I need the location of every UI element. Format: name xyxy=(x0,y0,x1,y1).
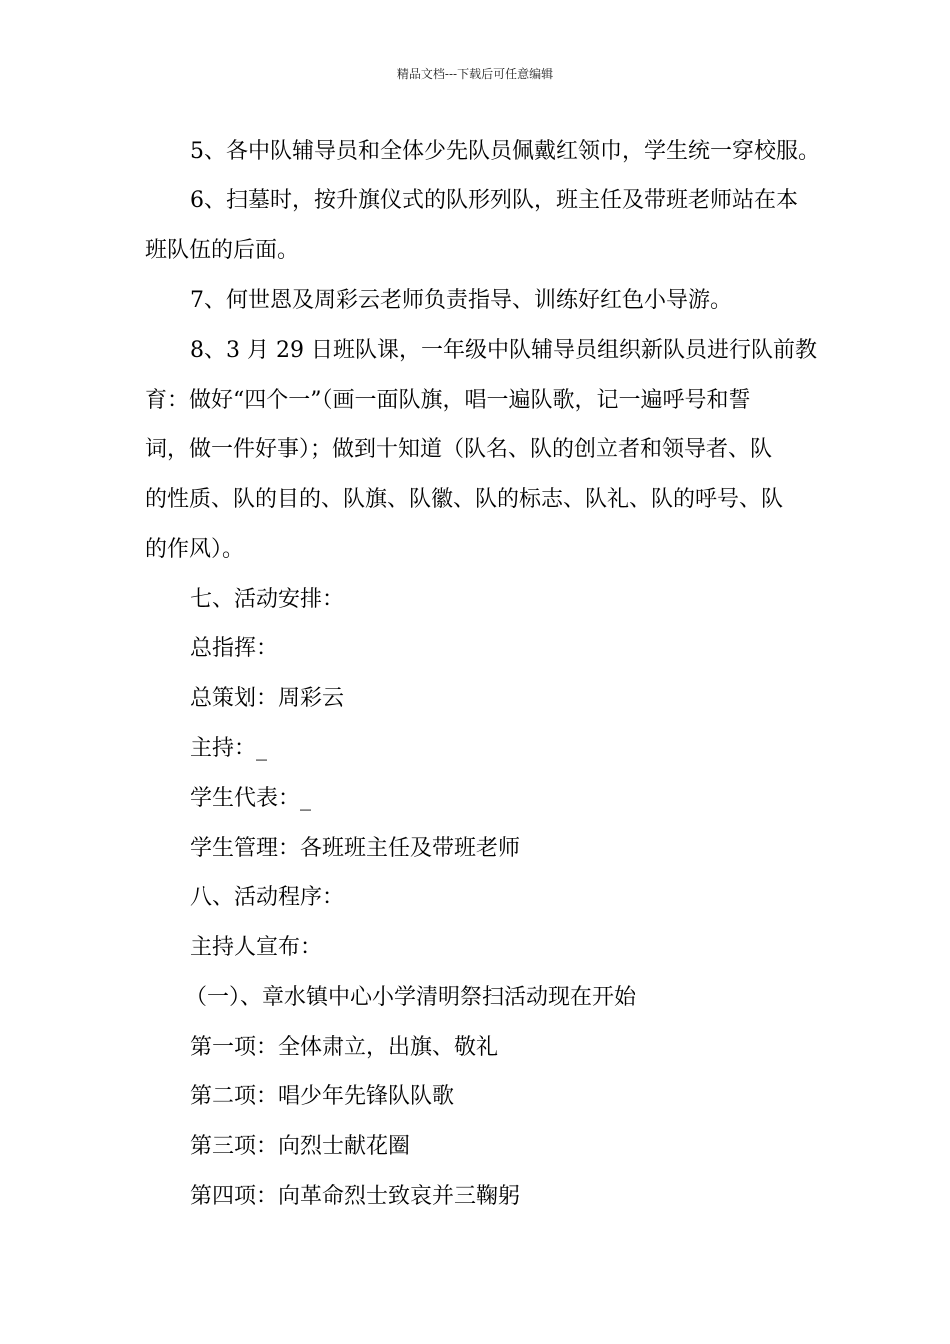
paragraph-6-line-2: 班队伍的后面。 xyxy=(145,238,300,263)
student-mgmt-line: 学生管理：各班班主任及带班老师 xyxy=(190,836,521,861)
program-step-4: 第四项：向革命烈士致哀并三鞠躬 xyxy=(190,1184,521,1209)
program-step-1: 第一项：全体肃立，出旗、敬礼 xyxy=(190,1035,499,1060)
paragraph-7: 7、何世恩及周彩云老师负责指导、训练好红色小导游。 xyxy=(190,288,732,313)
paragraph-8-line-5: 的作风）。 xyxy=(145,537,245,562)
commander-line: 总指挥： xyxy=(190,636,279,661)
section-8-heading: 八、活动程序： xyxy=(190,885,345,910)
paragraph-6-line-1: 6、扫墓时，按升旗仪式的队形列队，班主任及带班老师站在本 xyxy=(190,188,798,213)
program-step-2: 第二项：唱少年先锋队队歌 xyxy=(190,1084,455,1109)
paragraph-8-line-4: 的性质、队的目的、队旗、队徽、队的标志、队礼、队的呼号、队 xyxy=(145,487,784,512)
section-7-heading: 七、活动安排： xyxy=(190,587,345,612)
paragraph-8-line-3: 词，做一件好事）；做到十知道（队名、队的创立者和领导者、队 xyxy=(145,437,773,462)
announcer-line: 主持人宣布： xyxy=(190,935,323,960)
planner-line: 总策划：周彩云 xyxy=(190,686,345,711)
paragraph-8-line-2: 育：做好“四个一”（画一面队旗，唱一遍队歌，记一遍呼号和誓 xyxy=(145,388,751,413)
host-line: 主持：_ xyxy=(190,736,268,761)
student-rep-line: 学生代表：_ xyxy=(190,786,312,811)
page-header: 精品文档---下载后可任意编辑 xyxy=(396,67,554,81)
paragraph-8-line-1: 8、3 月 29 日班队课，一年级中队辅导员组织新队员进行队前教 xyxy=(190,338,817,363)
paragraph-5: 5、各中队辅导员和全体少先队员佩戴红领巾，学生统一穿校服。 xyxy=(190,139,820,164)
program-item-1: （一）、章水镇中心小学清明祭扫活动现在开始 xyxy=(185,985,637,1010)
program-step-3: 第三项：向烈士献花圈 xyxy=(190,1134,411,1159)
